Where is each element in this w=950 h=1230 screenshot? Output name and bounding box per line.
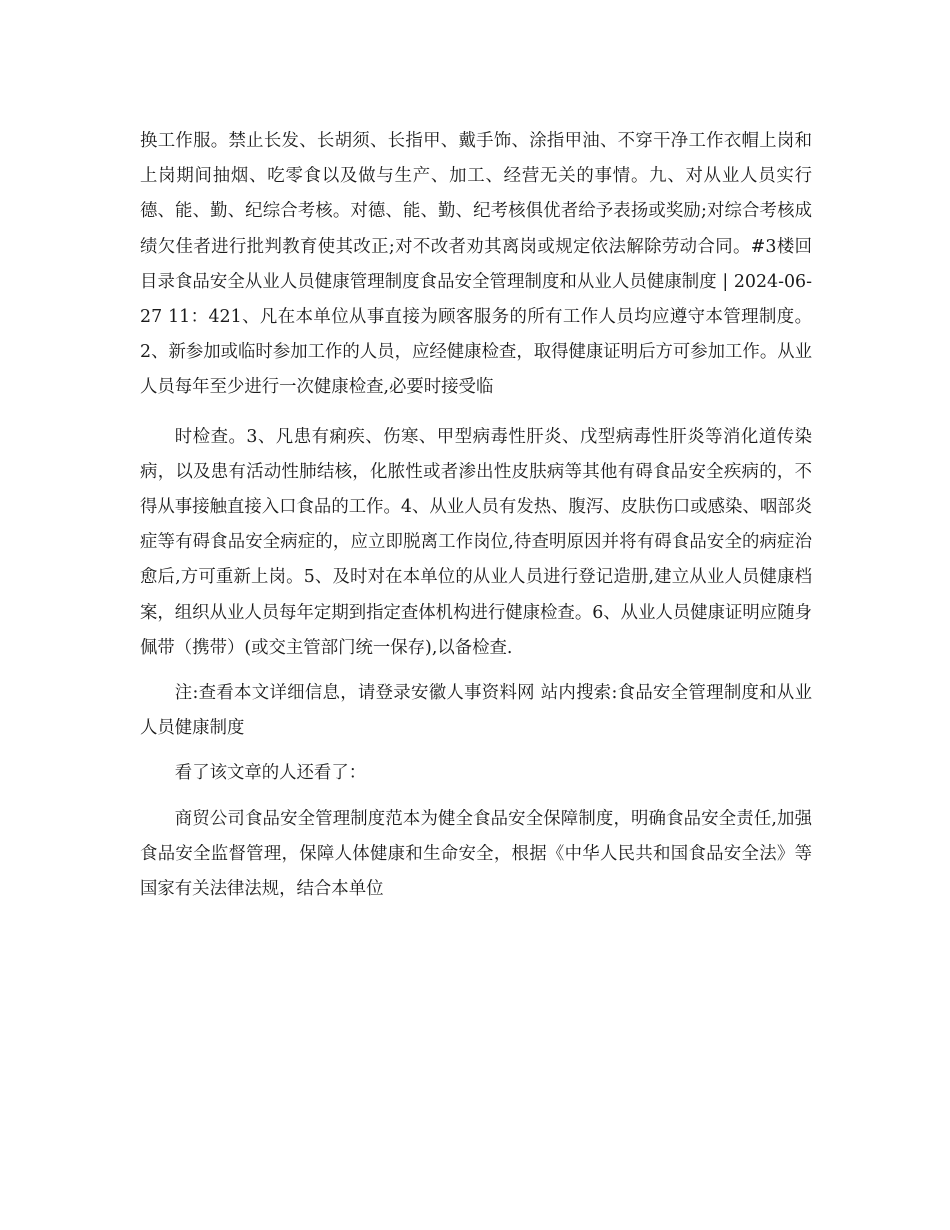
- note-paragraph: 注:查看本文详细信息，请登录安徽人事资料网 站内搜索:食品安全管理制度和从业人员健康制度: [140, 683, 812, 739]
- paragraph-2: 时检查。3、凡患有痢疾、伤寒、甲型病毒性肝炎、戊型病毒性肝炎等消化道传染病，以及患有活动性肺结核，化脓性或者渗出性皮肤病等其他有碍食品安全疾病的，不得从事接触直接入口食品的工作。4、从业人员有发热、腹泻、皮肤伤口或感染、咽部炎症等有碍食品安全病症的，应立即脱离工作岗位,待查明原因并将有碍食品安全的病症治愈后,方可重新上岗。5、及时对在本单位的从业人员进行登记造册,建立从业人员健康档案，组织从业人员每年定期到指定查体机构进行健康检查。6、从业人员健康证明应随身佩带（携带）(或交主管部门统一保存),以备检查.: [140, 426, 812, 658]
- related-heading: 看了该文章的人还看了：: [174, 763, 367, 784]
- document-body: [140, 124, 812, 907]
- related-article-excerpt: 商贸公司食品安全管理制度范本为健全食品安全保障制度，明确食品安全责任,加强食品安全监督管理，保障人体健康和生命安全，根据《中华人民共和国食品安全法》等国家有关法律法规，结合本单位: [140, 808, 812, 900]
- paragraph-1: 换工作服。禁止长发、长胡须、长指甲、戴手饰、涂指甲油、不穿干净工作衣帽上岗和上岗期间抽烟、吃零食以及做与生产、加工、经营无关的事情。九、对从业人员实行德、能、勤、纪综合考核。对德、能、勤、纪考核俱优者给予表扬或奖励;对综合考核成绩欠佳者进行批判教育使其改正;对不改者劝其离岗或规定依法解除劳动合同。#3楼回目录食品安全从业人员健康管理制度食品安全管理制度和从业人员健康制度 | 2024-06-27 11：421、凡在本单位从事直接为顾客服务的所有工作人员均应遵守本管理制度。2、新参加或临时参加工作的人员，应经健康检查，取得健康证明后方可参加工作。从业人员每年至少进行一次健康检查,必要时接受临: [140, 131, 812, 398]
